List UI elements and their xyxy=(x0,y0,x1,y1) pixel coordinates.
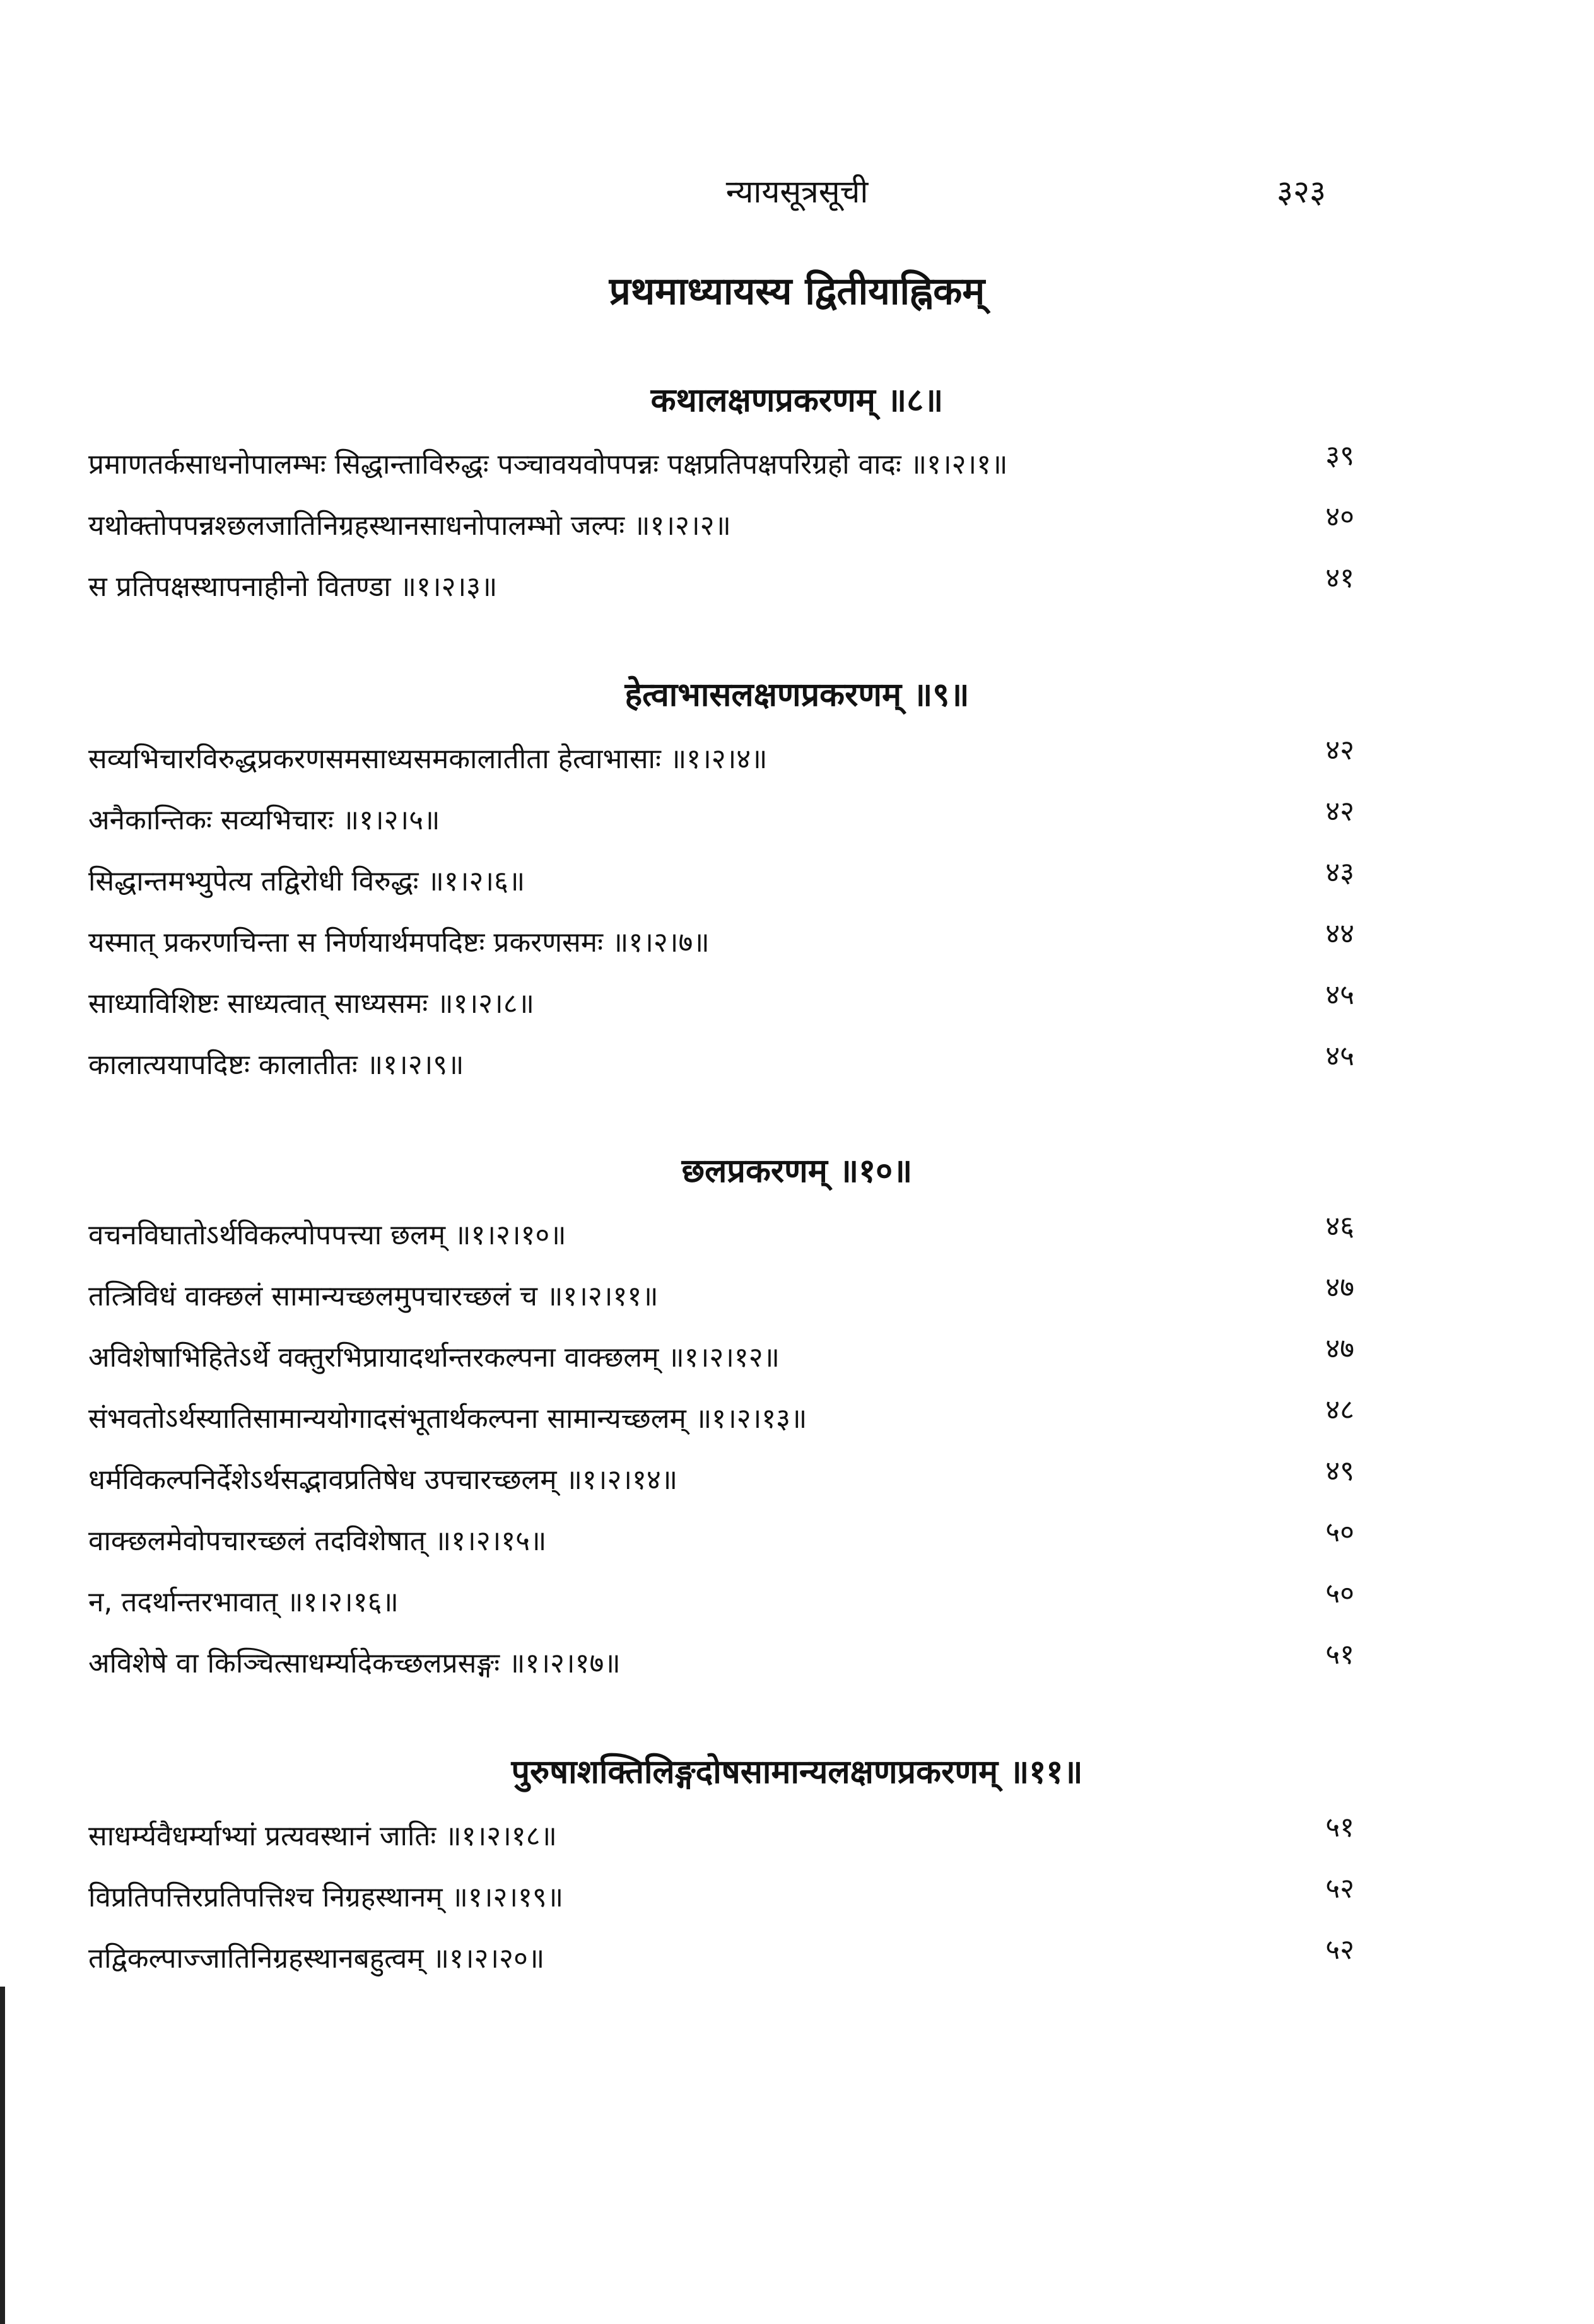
list-item xyxy=(0,1807,1594,1868)
list-item xyxy=(0,1512,1594,1573)
sutra-text: अविशेषाभिहितेऽर्थे वक्तुरभिप्रायादर्थान्तरकल्पना वाक्छलम् ॥१।२।१२॥ xyxy=(88,1341,780,1374)
list-item xyxy=(0,1206,1594,1267)
list-item xyxy=(0,730,1594,791)
section-heading: कथालक्षणप्रकरणम् ॥८॥ xyxy=(650,382,944,419)
list-item xyxy=(0,1389,1594,1451)
list-item xyxy=(0,1929,1594,1990)
sutra-page-number: ४४ xyxy=(1325,918,1354,950)
sutra-page-number: ४६ xyxy=(1325,1210,1354,1242)
sutra-page-number: ४७ xyxy=(1325,1271,1354,1304)
list-item xyxy=(0,1868,1594,1929)
section-heading: छलप्रकरणम् ॥१०॥ xyxy=(681,1152,913,1190)
sutra-text: वाक्छलमेवोपचारच्छलं तदविशेषात् ॥१।२।१५॥ xyxy=(88,1525,547,1557)
sutra-page-number: ४२ xyxy=(1325,795,1354,827)
sutra-page-number: ४२ xyxy=(1325,734,1354,766)
list-item xyxy=(0,558,1594,619)
running-title: न्यायसूत्रसूची xyxy=(725,173,869,210)
sutra-text: अनैकान्तिकः सव्यभिचारः ॥१।२।५॥ xyxy=(88,804,440,836)
sutra-text: अविशेषे वा किञ्चित्साधर्म्यादेकच्छलप्रसङ्गः ॥१।२।१७॥ xyxy=(88,1647,621,1679)
sutra-page-number: ५१ xyxy=(1325,1811,1354,1843)
sutra-text: स प्रतिपक्षस्थापनाहीनो वितण्डा ॥१।२।३॥ xyxy=(88,571,498,603)
list-item xyxy=(0,913,1594,974)
page-number: ३२३ xyxy=(1277,173,1326,210)
section-hetvabhasa xyxy=(0,660,1594,1097)
sutra-text: यस्मात् प्रकरणचिन्ता स निर्णयार्थमपदिष्टः प्रकरणसमः ॥१।२।७॥ xyxy=(88,926,710,959)
sutra-page-number: ४० xyxy=(1325,501,1354,533)
sutra-page-number: ५२ xyxy=(1325,1934,1354,1966)
sutra-text: सव्यभिचारविरुद्धप्रकरणसमसाध्यसमकालातीता हेत्वाभासाः ॥१।२।४॥ xyxy=(88,743,768,775)
section-heading: पुरुषाशक्तिलिङ्गदोषसामान्यलक्षणप्रकरणम् ॥११॥ xyxy=(511,1753,1083,1791)
sutra-text: साधर्म्यवैधर्म्याभ्यां प्रत्यवस्थानं जातिः ॥१।२।१८॥ xyxy=(88,1820,557,1852)
list-item xyxy=(0,1634,1594,1695)
sutra-text: संभवतोऽर्थस्यातिसामान्ययोगादसंभूतार्थकल्पना सामान्यच्छलम् ॥१।२।१३॥ xyxy=(88,1403,807,1435)
list-item xyxy=(0,1573,1594,1634)
section-heading: हेत्वाभासलक्षणप्रकरणम् ॥९॥ xyxy=(624,676,970,714)
running-header xyxy=(0,169,1594,226)
sutra-text: प्रमाणतर्कसाधनोपालम्भः सिद्धान्ताविरुद्धः पञ्चावयवोपपन्नः पक्षप्रतिपक्षपरिग्रहो वादः ॥१।२।१॥ xyxy=(88,448,1008,481)
sutra-page-number: ५१ xyxy=(1325,1638,1354,1671)
chapter-title: प्रथमाध्यायस्य द्वितीयाह्निकम् xyxy=(609,269,985,313)
sutra-text: धर्मविकल्पनिर्देशेऽर्थसद्भावप्रतिषेध उपचारच्छलम् ॥१।२।१४॥ xyxy=(88,1464,678,1496)
sutra-text: तत्त्रिविधं वाक्छलं सामान्यच्छलमुपचारच्छलं च ॥१।२।११॥ xyxy=(88,1280,659,1312)
sutra-page-number: ४८ xyxy=(1325,1394,1354,1426)
list-item xyxy=(0,852,1594,913)
sutra-text: साध्याविशिष्टः साध्यत्वात् साध्यसमः ॥१।२।८॥ xyxy=(88,988,534,1020)
sutra-text: न, तदर्थान्तरभावात् ॥१।२।१६॥ xyxy=(88,1586,399,1618)
sutra-text: तद्विकल्पाज्जातिनिग्रहस्थानबहुत्वम् ॥१।२।२०॥ xyxy=(88,1942,545,1975)
sutra-page-number: ४१ xyxy=(1325,562,1354,594)
list-item xyxy=(0,1328,1594,1389)
sutra-text: सिद्धान्तमभ्युपेत्य तद्विरोधी विरुद्धः ॥१।२।६॥ xyxy=(88,865,525,897)
sutra-page-number: ४५ xyxy=(1325,1040,1354,1072)
sutra-page-number: ५२ xyxy=(1325,1872,1354,1905)
sutra-page-number: ४५ xyxy=(1325,979,1354,1011)
list-item xyxy=(0,1451,1594,1512)
list-item xyxy=(0,974,1594,1036)
sutra-text: कालात्ययापदिष्टः कालातीतः ॥१।२।९॥ xyxy=(88,1049,464,1081)
section-kathalakshana xyxy=(0,366,1594,619)
scan-edge-shadow xyxy=(0,1987,5,2324)
list-item xyxy=(0,435,1594,496)
sutra-text: विप्रतिपत्तिरप्रतिपत्तिश्च निग्रहस्थानम् ॥१।२।१९॥ xyxy=(88,1881,564,1913)
list-item xyxy=(0,791,1594,852)
sutra-text: यथोक्तोपपन्नश्छलजातिनिग्रहस्थानसाधनोपालम्भो जल्पः ॥१।२।२॥ xyxy=(88,510,731,542)
sutra-page-number: ३९ xyxy=(1325,440,1354,472)
sutra-page-number: ५० xyxy=(1325,1577,1354,1609)
section-chala xyxy=(0,1136,1594,1695)
sutra-page-number: ४३ xyxy=(1325,856,1354,889)
list-item xyxy=(0,1267,1594,1328)
sutra-text: वचनविघातोऽर्थविकल्पोपपत्त्या छलम् ॥१।२।१०॥ xyxy=(88,1219,566,1251)
list-item xyxy=(0,496,1594,558)
sutra-page-number: ५० xyxy=(1325,1516,1354,1548)
sutra-page-number: ४९ xyxy=(1325,1455,1354,1487)
sutra-page-number: ४७ xyxy=(1325,1333,1354,1365)
section-purushashakti xyxy=(0,1737,1594,1990)
list-item xyxy=(0,1036,1594,1097)
